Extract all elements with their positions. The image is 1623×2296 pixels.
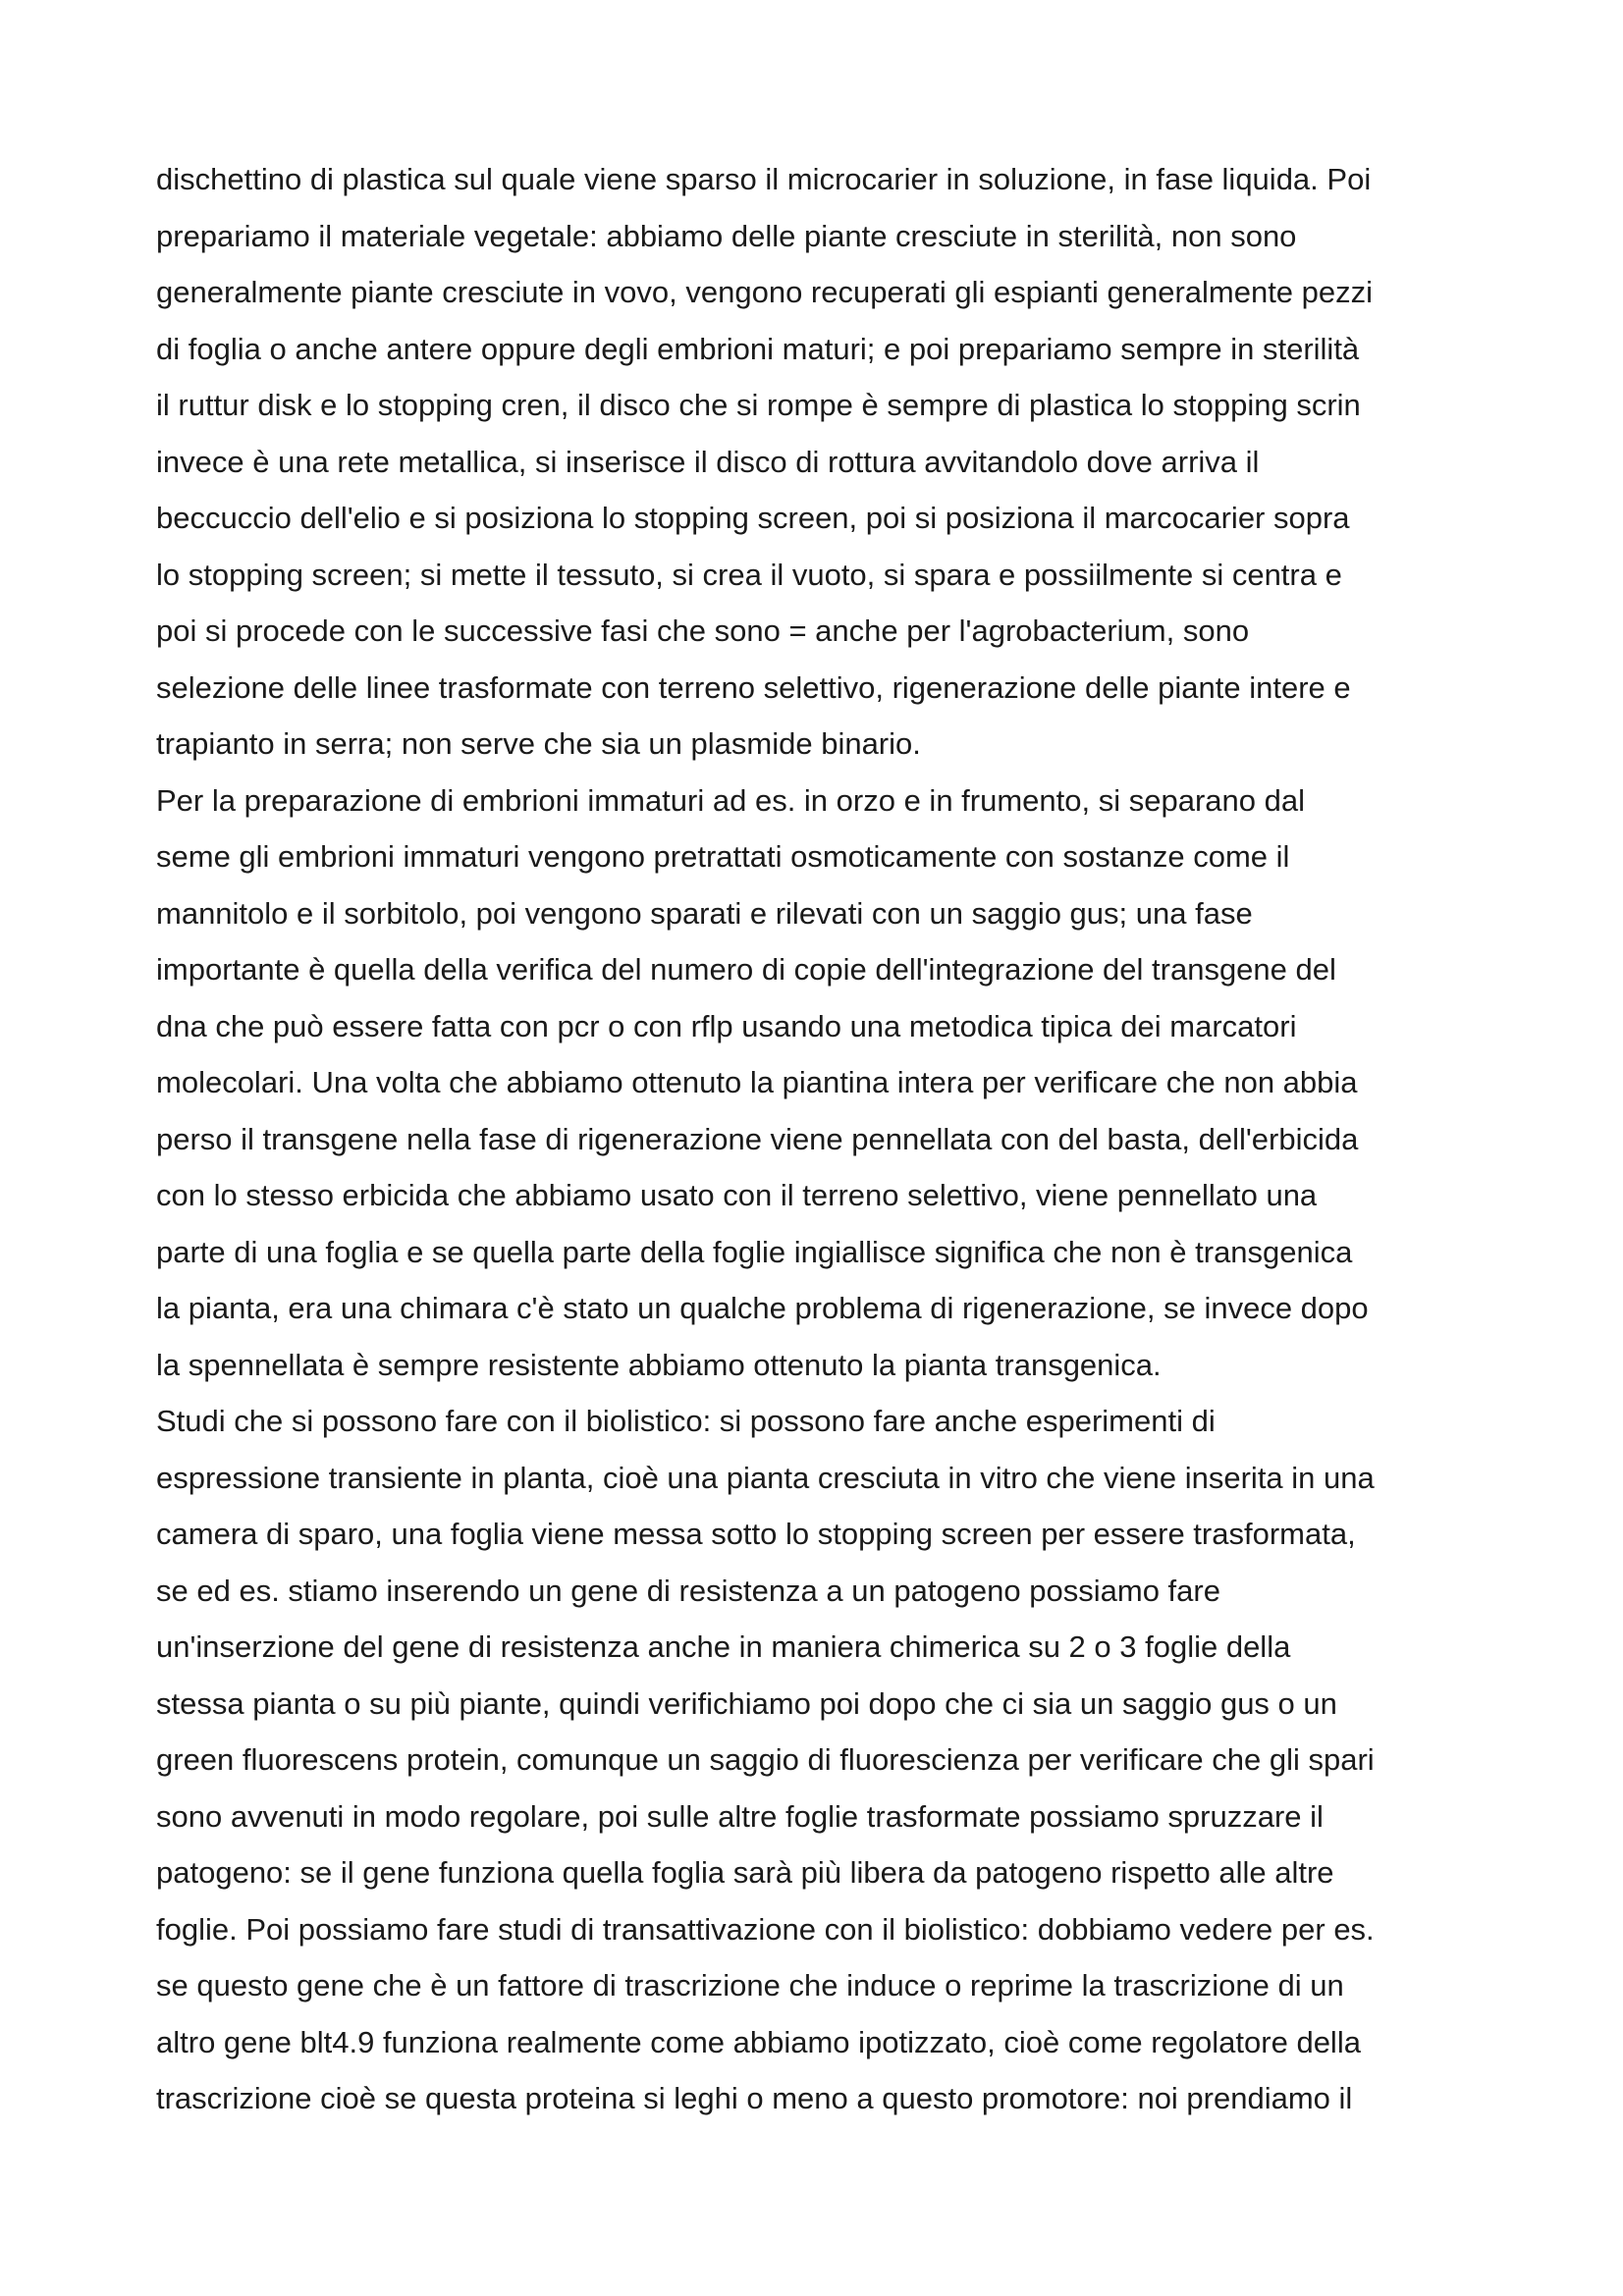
- text-line: invece è una rete metallica, si inserisce il disco di rottura avvitandolo dove arriva il: [156, 444, 1260, 479]
- text-line: generalmente piante cresciute in vovo, vengono recuperati gli espianti generalmente pezzi: [156, 275, 1374, 309]
- text-line: foglie. Poi possiamo fare studi di transattivazione con il biolistico: dobbiamo vedere per es.: [156, 1911, 1375, 1947]
- text-line: mannitolo e il sorbitolo, poi vengono sparati e rilevati con un saggio gus; una fase: [156, 895, 1253, 931]
- text-line: trascrizione cioè se questa proteina si leghi o meno a questo promotore: noi prendiamo il: [156, 2081, 1353, 2115]
- text-line: seme gli embrioni immaturi vengono pretrattati osmoticamente con sostanze come il: [156, 839, 1290, 874]
- text-line: dischettino di plastica sul quale viene sparso il microcarier in soluzione, in fase liquida. Poi: [156, 162, 1372, 196]
- text-line: di foglia o anche antere oppure degli embrioni maturi; e poi prepariamo sempre in sterilità: [156, 331, 1360, 366]
- text-line: la pianta, era una chimara c'è stato un qualche problema di rigenerazione, se invece dopo: [156, 1291, 1369, 1325]
- text-line: se questo gene che è un fattore di trascrizione che induce o reprime la trascrizione di un: [156, 1968, 1344, 2002]
- text-line: lo stopping screen; si mette il tessuto, si crea il vuoto, si spara e possiilmente si centra e: [156, 557, 1342, 592]
- text-line: molecolari. Una volta che abbiamo ottenuto la piantina intera per verificare che non abbia: [156, 1065, 1358, 1099]
- text-line: il ruttur disk e lo stopping cren, il disco che si rompe è sempre di plastica lo stopping scrin: [156, 388, 1361, 422]
- text-line: stessa pianta o su più piante, quindi verifichiamo poi dopo che ci sia un saggio gus o un: [156, 1685, 1337, 1721]
- text-line: espressione transiente in planta, cioè una pianta cresciuta in vitro che viene inserita in una: [156, 1460, 1375, 1495]
- text-line: con lo stesso erbicida che abbiamo usato con il terreno selettivo, viene pennellato una: [156, 1178, 1318, 1212]
- text-line: se ed es. stiamo inserendo un gene di resistenza a un patogeno possiamo fare: [156, 1573, 1220, 1608]
- text-line: Studi che si possono fare con il biolistico: si possono fare anche esperimenti di: [156, 1404, 1216, 1438]
- text-line: la spennellata è sempre resistente abbiamo ottenuto la pianta transgenica.: [156, 1347, 1162, 1382]
- text-line: perso il transgene nella fase di rigenerazione viene pennellata con del basta, dell'erbicida: [156, 1121, 1359, 1156]
- text-line: poi si procede con le successive fasi che sono = anche per l'agrobacterium, sono: [156, 614, 1250, 648]
- text-line: beccuccio dell'elio e si posiziona lo stopping screen, poi si posiziona il marcocarier sopra: [156, 501, 1350, 535]
- text-line: trapianto in serra; non serve che sia un plasmide binario.: [156, 726, 921, 761]
- text-line: parte di una foglia e se quella parte della foglie ingiallisce significa che non è transgenica: [156, 1234, 1353, 1269]
- text-line: Per la preparazione di embrioni immaturi ad es. in orzo e in frumento, si separano dal: [156, 782, 1305, 818]
- text-line: patogeno: se il gene funziona quella foglia sarà più libera da patogeno rispetto alle altre: [156, 1855, 1334, 1890]
- body-text: [156, 151, 1491, 2127]
- text-line: dna che può essere fatta con pcr o con rflp usando una metodica tipica dei marcatori: [156, 1008, 1297, 1043]
- text-line: importante è quella della verifica del numero di copie dell'integrazione del transgene del: [156, 952, 1336, 987]
- text-line: prepariamo il materiale vegetale: abbiamo delle piante cresciute in sterilità, non sono: [156, 218, 1297, 253]
- text-line: altro gene blt4.9 funziona realmente come abbiamo ipotizzato, cioè come regolatore della: [156, 2024, 1361, 2059]
- text-line: selezione delle linee trasformate con terreno selettivo, rigenerazione delle piante intere e: [156, 669, 1351, 705]
- text-line: green fluorescens protein, comunque un saggio di fluorescienza per verificare che gli spari: [156, 1742, 1375, 1777]
- text-line: camera di sparo, una foglia viene messa sotto lo stopping screen per essere trasformata,: [156, 1517, 1356, 1551]
- text-line: sono avvenuti in modo regolare, poi sulle altre foglie trasformate possiamo spruzzare il: [156, 1798, 1324, 1834]
- text-line: un'inserzione del gene di resistenza anche in maniera chimerica su 2 o 3 foglie della: [156, 1629, 1291, 1664]
